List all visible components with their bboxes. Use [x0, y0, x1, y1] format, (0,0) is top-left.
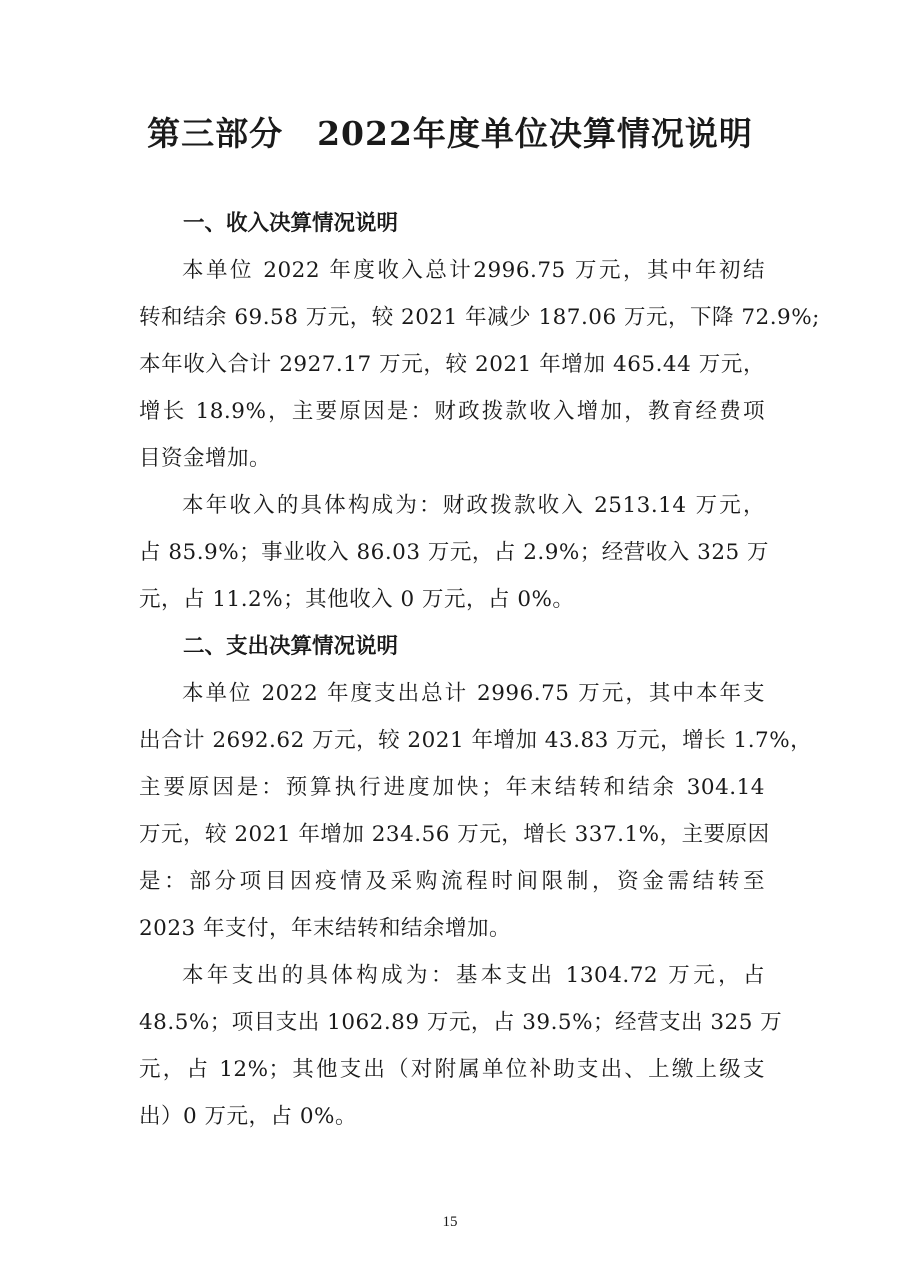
- text-line: 出）0 万元，占 0%。: [139, 1104, 357, 1129]
- text-line: 本单位 2022 年度支出总计 2996.75 万元，其中本年支: [182, 681, 765, 706]
- paragraph: [139, 670, 813, 952]
- section-income: [139, 200, 820, 623]
- page-title: 第三部分 2022年度单位决算情况说明: [147, 114, 753, 153]
- text-line: 占 85.9%；事业收入 86.03 万元，占 2.9%；经营收入 325 万: [139, 540, 770, 565]
- paragraph: [139, 952, 783, 1140]
- text-line: 元，占 11.2%；其他收入 0 万元，占 0%。: [139, 587, 575, 612]
- text-line: 主要原因是：预算执行进度加快；年末结转和结余 304.14: [139, 775, 765, 800]
- document-body: [139, 200, 820, 1140]
- section-expenditure: [139, 623, 813, 1140]
- text-line: 本年收入合计 2927.17 万元，较 2021 年增加 465.44 万元，: [139, 352, 765, 377]
- text-line: 2023 年支付，年末结转和结余增加。: [139, 916, 512, 941]
- text-line: 增长 18.9%，主要原因是：财政拨款收入增加，教育经费项: [139, 399, 765, 424]
- section-heading: 一、收入决算情况说明: [183, 211, 399, 236]
- paragraph: [139, 247, 820, 482]
- text-line: 是：部分项目因疫情及采购流程时间限制，资金需结转至: [139, 869, 765, 894]
- text-line: 本年收入的具体构成为：财政拨款收入 2513.14 万元，: [182, 493, 765, 518]
- text-line: 元，占 12%；其他支出（对附属单位补助支出、上缴上级支: [139, 1057, 765, 1082]
- text-line: 本年支出的具体构成为：基本支出 1304.72 万元，占: [182, 963, 765, 988]
- section-heading: 二、支出决算情况说明: [183, 634, 399, 659]
- paragraph: [139, 482, 770, 623]
- text-line: 本单位 2022 年度收入总计2996.75 万元，其中年初结: [182, 258, 765, 283]
- text-line: 目资金增加。: [139, 446, 272, 471]
- text-line: 转和结余 69.58 万元，较 2021 年减少 187.06 万元，下降 72.9%;: [139, 305, 820, 330]
- text-line: 万元，较 2021 年增加 234.56 万元，增长 337.1%，主要原因: [139, 822, 770, 847]
- text-line: 48.5%；项目支出 1062.89 万元，占 39.5%；经营支出 325 万: [139, 1010, 783, 1035]
- text-line: 出合计 2692.62 万元，较 2021 年增加 43.83 万元，增长 1.7%，: [139, 728, 813, 753]
- page-number: 15: [442, 1214, 458, 1230]
